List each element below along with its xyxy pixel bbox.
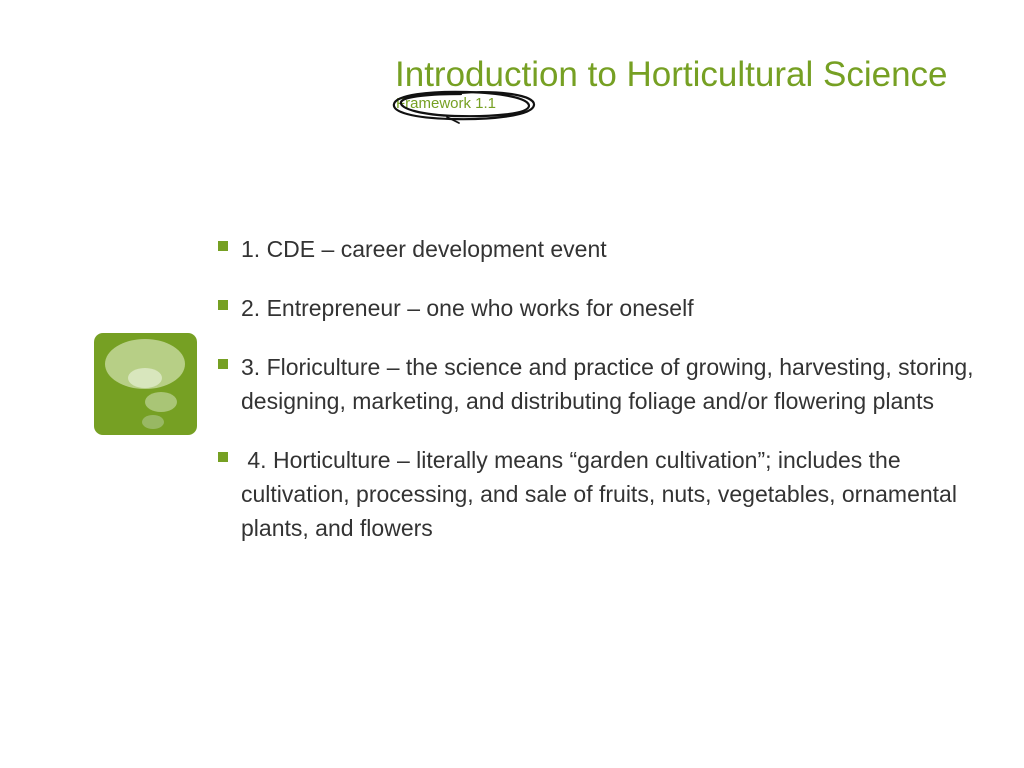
bullet-text: 2. Entrepreneur – one who works for oneself (241, 295, 694, 321)
list-item (218, 291, 988, 325)
bullet-list (218, 232, 988, 570)
list-item (218, 350, 988, 418)
slide-subtitle: Framework 1.1 (396, 95, 497, 112)
list-item (218, 232, 988, 266)
title-block (395, 55, 955, 113)
bullet-text: 1. CDE – career development event (241, 236, 607, 262)
square-bullet-icon (218, 300, 228, 310)
speech-bubbles-icon (94, 333, 197, 435)
square-bullet-icon (218, 359, 228, 369)
bullet-text: 3. Floriculture – the science and practice of growing, harvesting, storing, designing, marketing, and distributing foliage and/or flowering plants (241, 354, 974, 414)
slide-title: Introduction to Horticultural Science (395, 55, 948, 94)
list-item (218, 443, 988, 545)
bullet-text: 4. Horticulture – literally means “garden cultivation”; includes the cultivation, processing, and sale of fruits, nuts, vegetables, ornamental plants, and flowers (241, 447, 964, 541)
square-bullet-icon (218, 452, 228, 462)
square-bullet-icon (218, 241, 228, 251)
subtitle-wrap (395, 95, 496, 113)
